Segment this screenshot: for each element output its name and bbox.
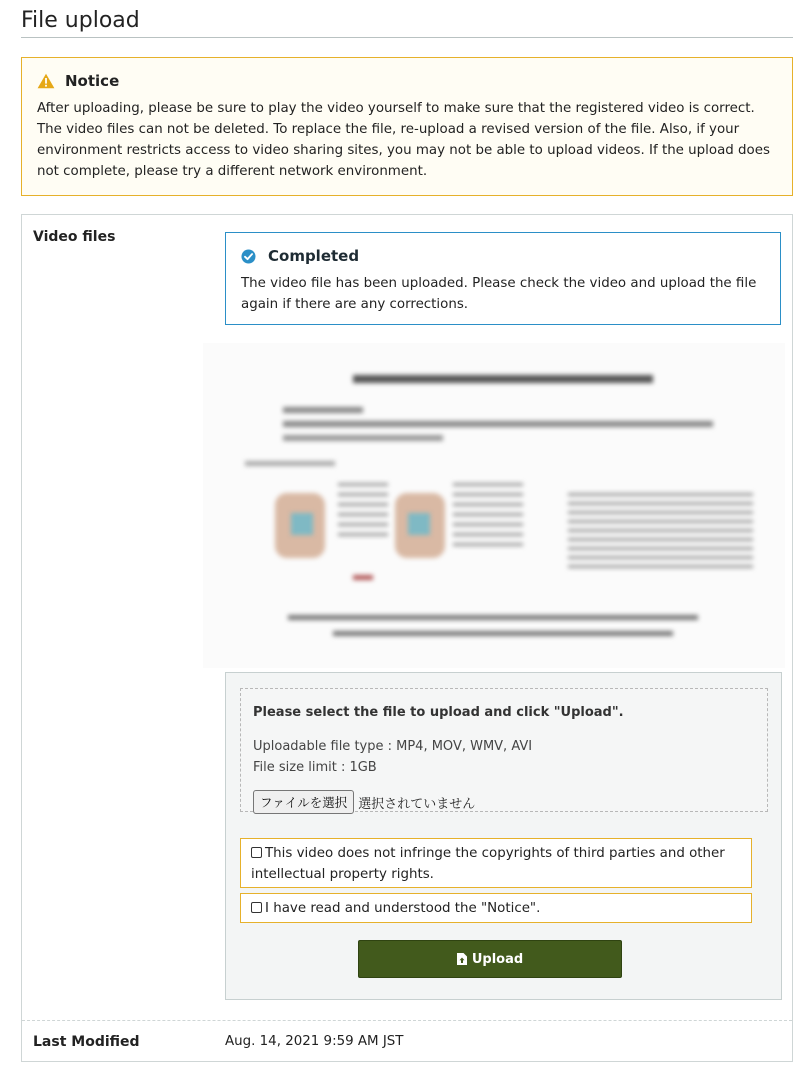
file-type-info: Uploadable file type : MP4, MOV, WMV, AVI [253,739,533,754]
last-modified-value: Aug. 14, 2021 9:59 AM JST [225,1034,404,1049]
completed-header [241,247,765,265]
choose-file-button[interactable]: ファイルを選択 [253,790,354,814]
completed-text: The video file has been uploaded. Please check the video and upload the file again if there are any corrections. [241,276,757,312]
preview-mark [353,575,373,580]
preview-text-block [453,483,523,553]
notice-checkbox-row[interactable] [240,893,752,923]
file-upload-icon [457,953,467,965]
notice-checkbox-label: I have read and understood the "Notice". [265,901,541,916]
preview-text-block [568,493,753,573]
preview-text-line [283,421,713,427]
notice-box [21,57,793,196]
check-circle-icon [241,249,256,264]
video-files-label: Video files [33,229,116,245]
upload-button-label: Upload [471,951,524,967]
copyright-checkbox-row[interactable] [240,838,752,888]
preview-text-block [338,483,388,543]
warning-icon [37,73,55,89]
file-dropzone[interactable] [240,688,768,812]
preview-text-line [353,375,653,383]
preview-figure [408,513,430,535]
last-modified-label: Last Modified [33,1034,140,1050]
row-divider [22,1020,792,1021]
preview-text-line [333,631,673,636]
preview-text-line [283,407,363,413]
preview-text-line [288,615,698,620]
notice-header [37,72,777,90]
no-file-selected-text: 選択されていません [358,796,476,812]
upload-button[interactable] [358,940,622,978]
video-preview[interactable] [203,343,785,668]
notice-title: Notice [65,72,120,90]
preview-text-line [283,435,443,441]
file-size-info: File size limit : 1GB [253,760,377,775]
notice-text: After uploading, please be sure to play the video yourself to make sure that the registered video is correct. The video files can not be deleted. To replace the file, re-upload a revised version of the file. Also, if your environment restricts access to video sharing sites, you may not be able to upload videos. If the upload does not complete, please try a different network environment. [37,101,770,179]
copyright-checkbox[interactable] [251,847,262,858]
upload-box [225,672,782,1000]
preview-text-line [245,461,335,466]
copyright-checkbox-label: This video does not infringe the copyrights of third parties and other intellectual property rights. [251,846,725,882]
completed-message [225,232,781,325]
upload-instruction: Please select the file to upload and click "Upload". [253,705,624,720]
page-title: File upload [21,8,793,38]
completed-title: Completed [268,247,360,265]
notice-checkbox[interactable] [251,902,262,913]
preview-figure [291,513,313,535]
video-files-panel [21,214,793,1062]
